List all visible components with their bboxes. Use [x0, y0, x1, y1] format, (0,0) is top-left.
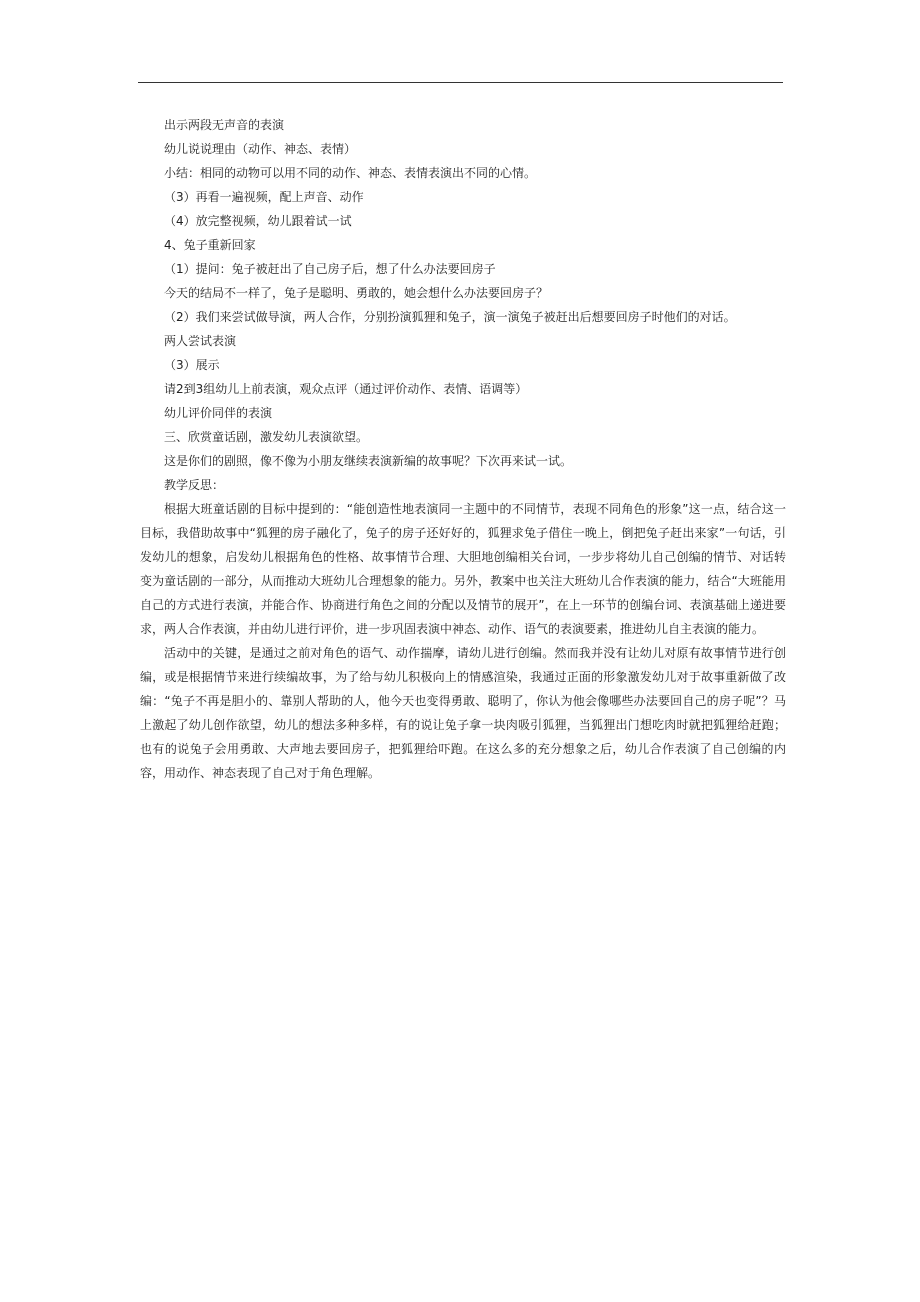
header-rule — [138, 82, 783, 83]
section-heading: 三、欣赏童话剧，激发幼儿表演欲望。 — [164, 430, 369, 444]
text-line: 这是你们的剧照，像不像为小朋友继续表演新编的故事呢？下次再来试一试。 — [164, 454, 573, 468]
reflection-heading: 教学反思： — [164, 478, 225, 492]
text-line: 两人尝试表演 — [164, 334, 237, 348]
text-line: （3）再看一遍视频，配上声音、动作 — [164, 190, 364, 204]
text-line: （3）展示 — [164, 358, 220, 372]
text-line: （1）提问：兔子被赶出了自己房子后，想了什么办法要回房子 — [164, 262, 496, 276]
text-line: （4）放完整视频，幼儿跟着试一试 — [164, 214, 352, 228]
document-body — [140, 113, 786, 785]
text-line: （2）我们来尝试做导演，两人合作，分别扮演狐狸和兔子，演一演兔子被赶出后想要回房子时他们的对话。 — [164, 310, 736, 324]
reflection-paragraph: 根据大班童话剧的目标中提到的：“能创造性地表演同一主题中的不同情节，表现不同角色的形象”这一点，结合这一目标，我借助故事中“狐狸的房子融化了，兔子的房子还好好的，狐狸求兔子借住一晚上，倒把兔子赶出来家”一句话，引发幼儿的想象，启发幼儿根据角色的性格、故事情节合理、大胆地创编相关台词，一步步将幼儿自己创编的情节、对话转变为童话剧的一部分，从而推动大班幼儿合理想象的能力。另外，教案中也关注大班幼儿合作表演的能力，结合“大班能用自己的方式进行表演，并能合作、协商进行角色之间的分配以及情节的展开”，在上一环节的创编台词、表演基础上递进要求，两人合作表演，并由幼儿进行评价，进一步巩固表演中神态、动作、语气的表演要素，推进幼儿自主表演的能力。 — [140, 502, 786, 636]
text-line: 幼儿评价同伴的表演 — [164, 406, 273, 420]
text-line: 请2到3组幼儿上前表演，观众点评（通过评价动作、表情、语调等） — [164, 382, 528, 396]
text-line: 幼儿说说理由（动作、神态、表情） — [164, 142, 357, 156]
text-line: 出示两段无声音的表演 — [164, 118, 285, 132]
section-heading: 4、兔子重新回家 — [164, 238, 256, 252]
text-line: 小结：相同的动物可以用不同的动作、神态、表情表演出不同的心情。 — [164, 166, 537, 180]
text-line: 今天的结局不一样了，兔子是聪明、勇敢的，她会想什么办法要回房子？ — [164, 286, 549, 300]
reflection-paragraph: 活动中的关键，是通过之前对角色的语气、动作揣摩，请幼儿进行创编。然而我并没有让幼儿对原有故事情节进行创编，或是根据情节来进行续编故事，为了给与幼儿积极向上的情感渲染，我通过正面的形象激发幼儿对于故事重新做了改编：“兔子不再是胆小的、靠别人帮助的人，他今天也变得勇敢、聪明了，你认为他会像哪些办法要回自己的房子呢”？马上激起了幼儿创作欲望，幼儿的想法多种多样，有的说让兔子拿一块肉吸引狐狸，当狐狸出门想吃肉时就把狐狸给赶跑；也有的说兔子会用勇敢、大声地去要回房子，把狐狸给吓跑。在这么多的充分想象之后，幼儿合作表演了自己创编的内容，用动作、神态表现了自己对于角色理解。 — [140, 646, 786, 780]
